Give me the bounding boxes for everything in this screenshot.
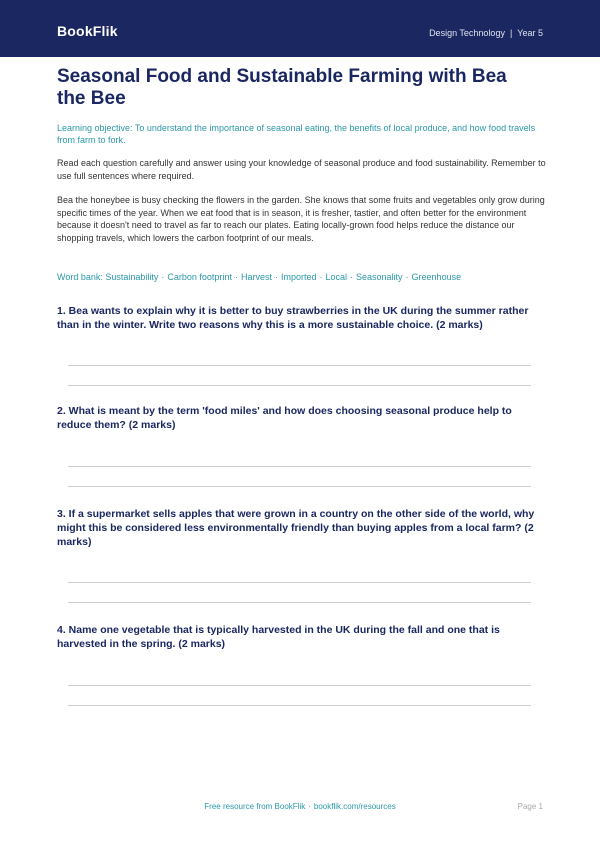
word-bank-word: Sustainability xyxy=(105,272,159,282)
answer-line-q4-2[interactable] xyxy=(68,705,531,706)
question-1: 1. Bea wants to explain why it is better to buy strawberries in the UK during the summer rather than in the winter. Write two reasons why this is a more sustainable choice. (2 marks) xyxy=(57,305,529,331)
question-3: 3. If a supermarket sells apples that were grown in a country on the other side of the world, why might this be considered less environmentally friendly than buying apples from a local farm? (2 marks) xyxy=(57,508,535,548)
page-header xyxy=(0,0,600,57)
word-bank-word: Imported xyxy=(280,272,317,282)
word-bank-word: Local xyxy=(325,272,348,282)
answer-line-q2-1[interactable] xyxy=(68,466,531,467)
word-bank-separator: · xyxy=(405,272,409,282)
word-bank-separator: · xyxy=(274,272,278,282)
intro-text: Bea the honeybee is busy checking the flowers in the garden. She knows that some fruits and vegetables only grow during specific times of the year. When we eat food that is in season, it is fresher, tastier, and often better for the environment because it doesn't need to travel as far to reach our plates. Eating locally-grown food helps reduce the distance our shopping travels, which lowers the carbon footprint of our meals. xyxy=(57,195,545,243)
word-bank-separator: · xyxy=(319,272,323,282)
worksheet-title: Seasonal Food and Sustainable Farming with Bea the Bee xyxy=(57,66,507,109)
answer-line-q1-2[interactable] xyxy=(68,385,531,386)
instructions-text: Read each question carefully and answer using your knowledge of seasonal produce and food sustainability. Remember to use full sentences where required. xyxy=(57,158,546,181)
header-separator: | xyxy=(509,28,513,38)
answer-line-q4-1[interactable] xyxy=(68,685,531,686)
subject-label: Design Technology xyxy=(429,28,505,38)
brand-logo: BookFlik xyxy=(57,23,118,39)
answer-line-q2-2[interactable] xyxy=(68,486,531,487)
word-bank-word: Harvest xyxy=(240,272,272,282)
word-bank-word: Greenhouse xyxy=(411,272,462,282)
word-bank xyxy=(57,272,547,282)
footer-source xyxy=(0,802,600,811)
header-meta xyxy=(429,28,543,38)
page-number: Page 1 xyxy=(517,802,543,811)
word-bank-label: Word bank: xyxy=(57,272,103,282)
word-bank-separator: · xyxy=(350,272,354,282)
word-bank-separator: · xyxy=(234,272,238,282)
word-bank-word: Carbon footprint xyxy=(167,272,232,282)
footer-url-link[interactable]: bookflik.com/resources xyxy=(313,802,396,811)
learning-objective: Learning objective: To understand the importance of seasonal eating, the benefits of local produce, and how food travels from farm to fork. xyxy=(57,123,536,145)
answer-line-q1-1[interactable] xyxy=(68,365,531,366)
question-4: 4. Name one vegetable that is typically harvested in the UK during the fall and one that is harvested in the spring. (2 marks) xyxy=(57,624,500,650)
word-bank-word: Seasonality xyxy=(356,272,403,282)
footer-separator: · xyxy=(308,802,311,811)
word-bank-separator: · xyxy=(161,272,165,282)
footer-source-text: Free resource from BookFlik xyxy=(204,802,306,811)
answer-line-q3-1[interactable] xyxy=(68,582,531,583)
answer-line-q3-2[interactable] xyxy=(68,602,531,603)
year-label: Year 5 xyxy=(517,28,543,38)
question-2: 2. What is meant by the term 'food miles' and how does choosing seasonal produce help to reduce them? (2 marks) xyxy=(57,405,512,431)
